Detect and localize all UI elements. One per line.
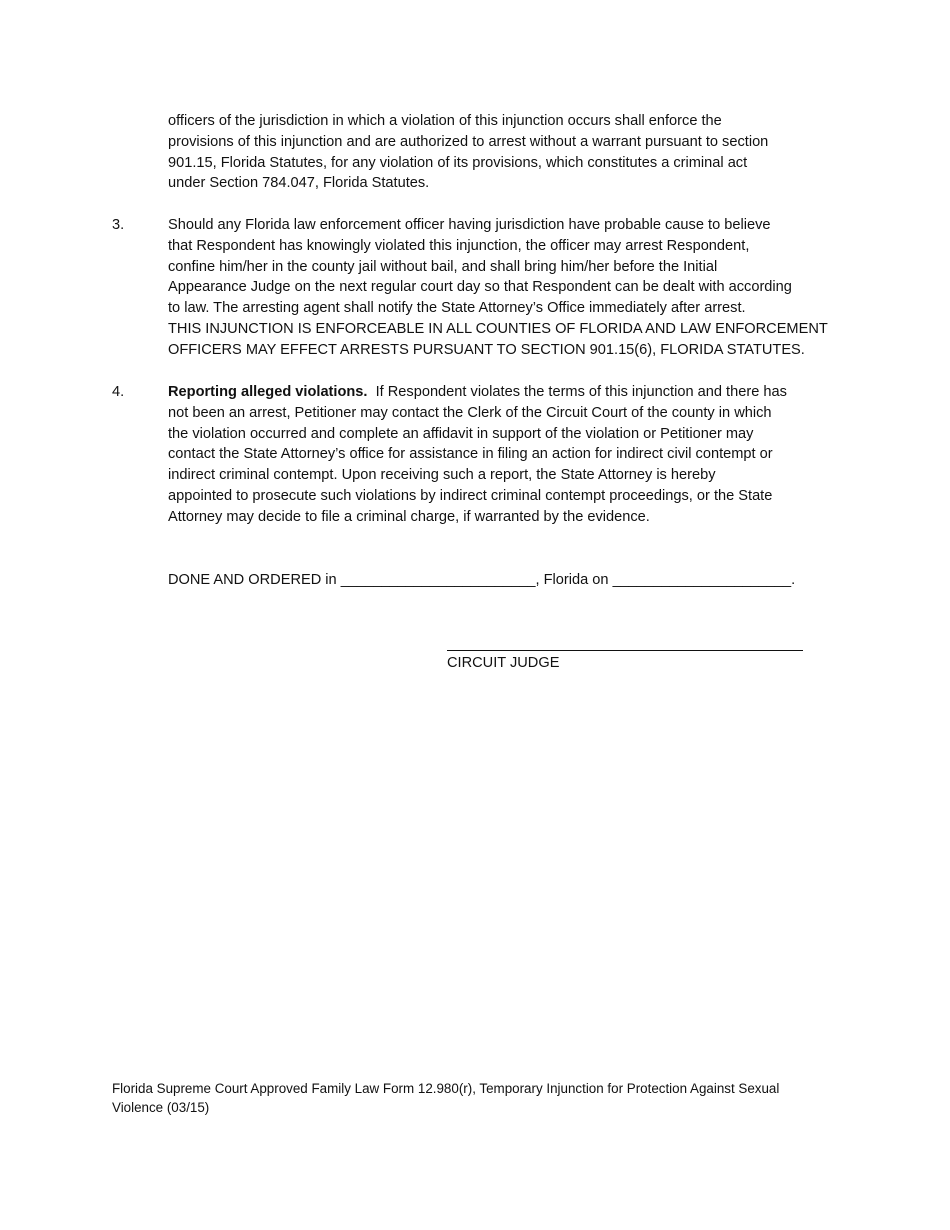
paragraph-line: that Respondent has knowingly violated this injunction, the officer may arrest Respondent,: [168, 237, 750, 254]
continued-paragraph: [168, 111, 840, 194]
item-3-paragraph: [168, 215, 840, 361]
paragraph-line: indirect criminal contempt. Upon receiving such a report, the State Attorney is hereby: [168, 467, 716, 484]
paragraph-line: contact the State Attorney’s office for assistance in filing an action for indirect civil contempt or: [168, 446, 773, 463]
circuit-judge-label: CIRCUIT JUDGE: [447, 655, 560, 671]
paragraph-line: not been an arrest, Petitioner may contact the Clerk of the Circuit Court of the county in which: [168, 404, 772, 421]
paragraph-line: 901.15, Florida Statutes, for any violation of its provisions, which constitutes a criminal act: [168, 154, 748, 171]
done-and-ordered-line: DONE AND ORDERED in ________________________, Florida on ______________________.: [168, 572, 796, 588]
paragraph-line: the violation occurred and complete an affidavit in support of the violation or Petitioner may: [168, 425, 754, 442]
paragraph-line: Appearance Judge on the next regular court day so that Respondent can be dealt with according: [168, 279, 792, 296]
paragraph-line: to law. The arresting agent shall notify the State Attorney’s Office immediately after arrest.: [168, 300, 746, 317]
form-footer: [112, 1079, 842, 1117]
judge-signature-line: [447, 650, 803, 651]
paragraph-line: provisions of this injunction and are authorized to arrest without a warrant pursuant to section: [168, 133, 769, 150]
item-4-first-line: If Respondent violates the terms of this injunction and there has: [367, 384, 787, 400]
item-3-number: 3.: [112, 217, 125, 233]
item-4-number: 4.: [112, 384, 125, 400]
paragraph-line: [168, 382, 840, 403]
paragraph-line: THIS INJUNCTION IS ENFORCEABLE IN ALL COUNTIES OF FLORIDA AND LAW ENFORCEMENT: [168, 320, 828, 337]
footer-line: Florida Supreme Court Approved Family Law Form 12.980(r), Temporary Injunction for Protection Against Sexual: [112, 1081, 780, 1096]
item-4-heading: Reporting alleged violations.: [168, 384, 368, 400]
paragraph-line: Should any Florida law enforcement officer having jurisdiction have probable cause to believe: [168, 217, 771, 233]
item-4-paragraph: [168, 382, 840, 528]
paragraph-line: OFFICERS MAY EFFECT ARRESTS PURSUANT TO SECTION 901.15(6), FLORIDA STATUTES.: [168, 341, 805, 358]
paragraph-line: under Section 784.047, Florida Statutes.: [168, 175, 430, 192]
paragraph-line: appointed to prosecute such violations by indirect criminal contempt proceedings, or the State: [168, 487, 773, 504]
footer-line: Violence (03/15): [112, 1100, 210, 1115]
paragraph-line: officers of the jurisdiction in which a violation of this injunction occurs shall enforce the: [168, 113, 722, 129]
paragraph-line: Attorney may decide to file a criminal charge, if warranted by the evidence.: [168, 508, 650, 525]
paragraph-line: confine him/her in the county jail without bail, and shall bring him/her before the Initial: [168, 258, 718, 275]
